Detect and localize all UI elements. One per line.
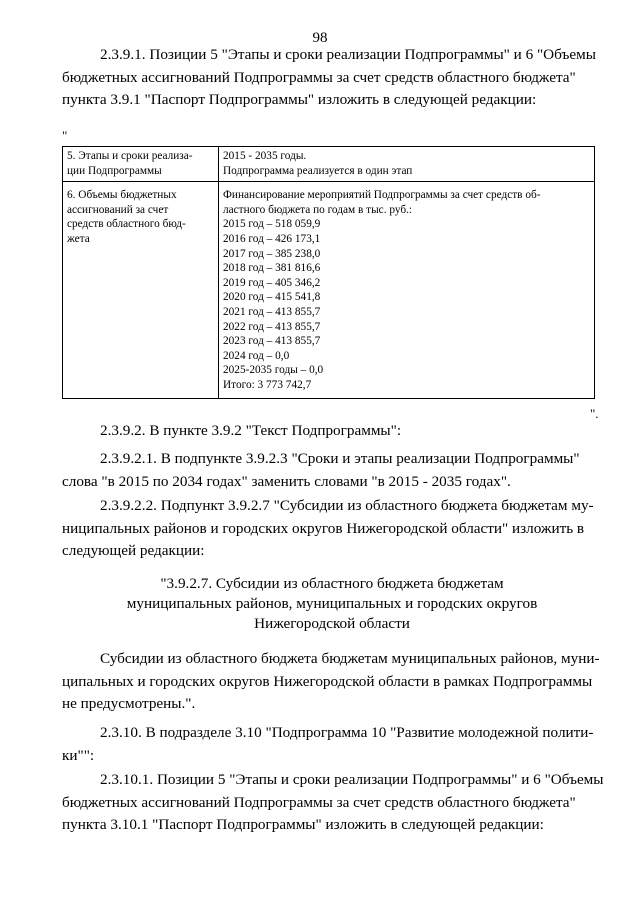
year-value-line: 2023 год – 413 855,7 xyxy=(223,335,321,348)
value-line: Финансирование мероприятий Подпрограммы за счет средств об- xyxy=(223,189,541,202)
paragraph-subsidies xyxy=(62,648,602,716)
year-value-line: 2017 год – 385 238,0 xyxy=(223,247,321,260)
paragraph-line: слова "в 2015 по 2034 годах" заменить словами "в 2015 - 2035 годах". xyxy=(62,472,511,490)
year-value-line: 2019 год – 405 346,2 xyxy=(223,276,321,289)
intro-line-2: бюджетных ассигнований Подпрограммы за счет средств областного бюджета" xyxy=(62,68,576,86)
passport-table xyxy=(62,146,595,399)
closing-quote: ". xyxy=(590,406,599,421)
intro-paragraph xyxy=(62,44,602,112)
year-value-line: 2016 год – 426 173,1 xyxy=(223,232,321,245)
year-value-line: 2015 год – 518 059,9 xyxy=(223,218,321,231)
intro-line-3: пункта 3.9.1 "Паспорт Подпрограммы" изложить в следующей редакции: xyxy=(62,91,537,108)
value-line: 2015 - 2035 годы. xyxy=(223,150,307,162)
label-line: ции Подпрограммы xyxy=(67,164,162,177)
section-heading-3-9-2-7 xyxy=(62,574,602,634)
row-stages-value xyxy=(219,147,595,182)
paragraph-line: пункта 3.10.1 "Паспорт Подпрограммы" изложить в следующей редакции: xyxy=(62,816,544,833)
paragraph-line: 2.3.10.1. Позиции 5 "Этапы и сроки реализации Подпрограммы" и 6 "Объемы xyxy=(100,771,604,788)
paragraph-line: ки"": xyxy=(62,746,95,764)
paragraph-line: 2.3.9.2.1. В подпункте 3.9.2.3 "Сроки и этапы реализации Подпрограммы" xyxy=(100,450,580,467)
paragraph-line: не предусмотрены.". xyxy=(62,695,196,712)
label-line: средств областного бюд- xyxy=(67,218,186,231)
paragraph-line: 2.3.9.2. В пункте 3.9.2 "Текст Подпрограммы": xyxy=(100,422,402,439)
total-line: Итого: 3 773 742,7 xyxy=(223,378,312,391)
paragraph-line: Субсидии из областного бюджета бюджетам муниципальных районов, муни- xyxy=(100,650,600,667)
page-number: 98 xyxy=(312,30,328,46)
label-line: жета xyxy=(67,232,90,245)
label-line: 6. Объемы бюджетных xyxy=(67,189,177,202)
row-budget-label xyxy=(63,182,219,398)
heading-line: Нижегородской области xyxy=(254,615,410,632)
paragraph-line: ципальных и городских округов Нижегородской области в рамках Подпрограммы xyxy=(62,672,593,690)
paragraph-2-3-10-1 xyxy=(62,769,602,837)
paragraph-line: 2.3.10. В подразделе 3.10 "Подпрограмма 10 "Развитие молодежной полити- xyxy=(100,724,594,741)
paragraph-line: 2.3.9.2.2. Подпункт 3.9.2.7 "Субсидии из областного бюджета бюджетам му- xyxy=(100,497,594,514)
heading-line: муниципальных районов, муниципальных и городских округов xyxy=(126,595,538,612)
intro-line-1: 2.3.9.1. Позиции 5 "Этапы и сроки реализации Подпрограммы" и 6 "Объемы xyxy=(100,46,596,63)
opening-quote: " xyxy=(62,128,68,143)
label-line: ассигнований за счет xyxy=(67,203,169,216)
value-line: Подпрограмма реализуется в один этап xyxy=(223,164,413,177)
value-line: ластного бюджета по годам в тыс. руб.: xyxy=(223,203,413,216)
paragraph-line: ниципальных районов и городских округов Нижегородской области" изложить в xyxy=(62,519,585,537)
row-budget-value xyxy=(219,182,595,398)
paragraph-2-3-10 xyxy=(62,722,602,767)
year-value-line: 2022 год – 413 855,7 xyxy=(223,320,321,333)
paragraph-2-3-9-2-2 xyxy=(62,495,602,563)
label-line: 5. Этапы и сроки реализа- xyxy=(67,150,193,162)
year-value-line: 2021 год – 413 855,7 xyxy=(223,305,321,318)
year-value-line: 2020 год – 415 541,8 xyxy=(223,291,321,304)
paragraph-line: следующей редакции: xyxy=(62,542,205,559)
paragraph-line: бюджетных ассигнований Подпрограммы за счет средств областного бюджета" xyxy=(62,793,576,811)
table-row-budget xyxy=(63,182,595,398)
year-value-line: 2024 год – 0,0 xyxy=(223,349,290,362)
year-value-line: 2018 год – 381 816,6 xyxy=(223,262,321,275)
heading-line: "3.9.2.7. Субсидии из областного бюджета бюджетам xyxy=(160,575,504,592)
row-stages-label xyxy=(63,147,219,182)
year-value-line: 2025-2035 годы – 0,0 xyxy=(223,364,324,377)
paragraph-2-3-9-2 xyxy=(62,420,602,443)
table-row-stages xyxy=(63,147,595,182)
paragraph-2-3-9-2-1 xyxy=(62,448,602,493)
